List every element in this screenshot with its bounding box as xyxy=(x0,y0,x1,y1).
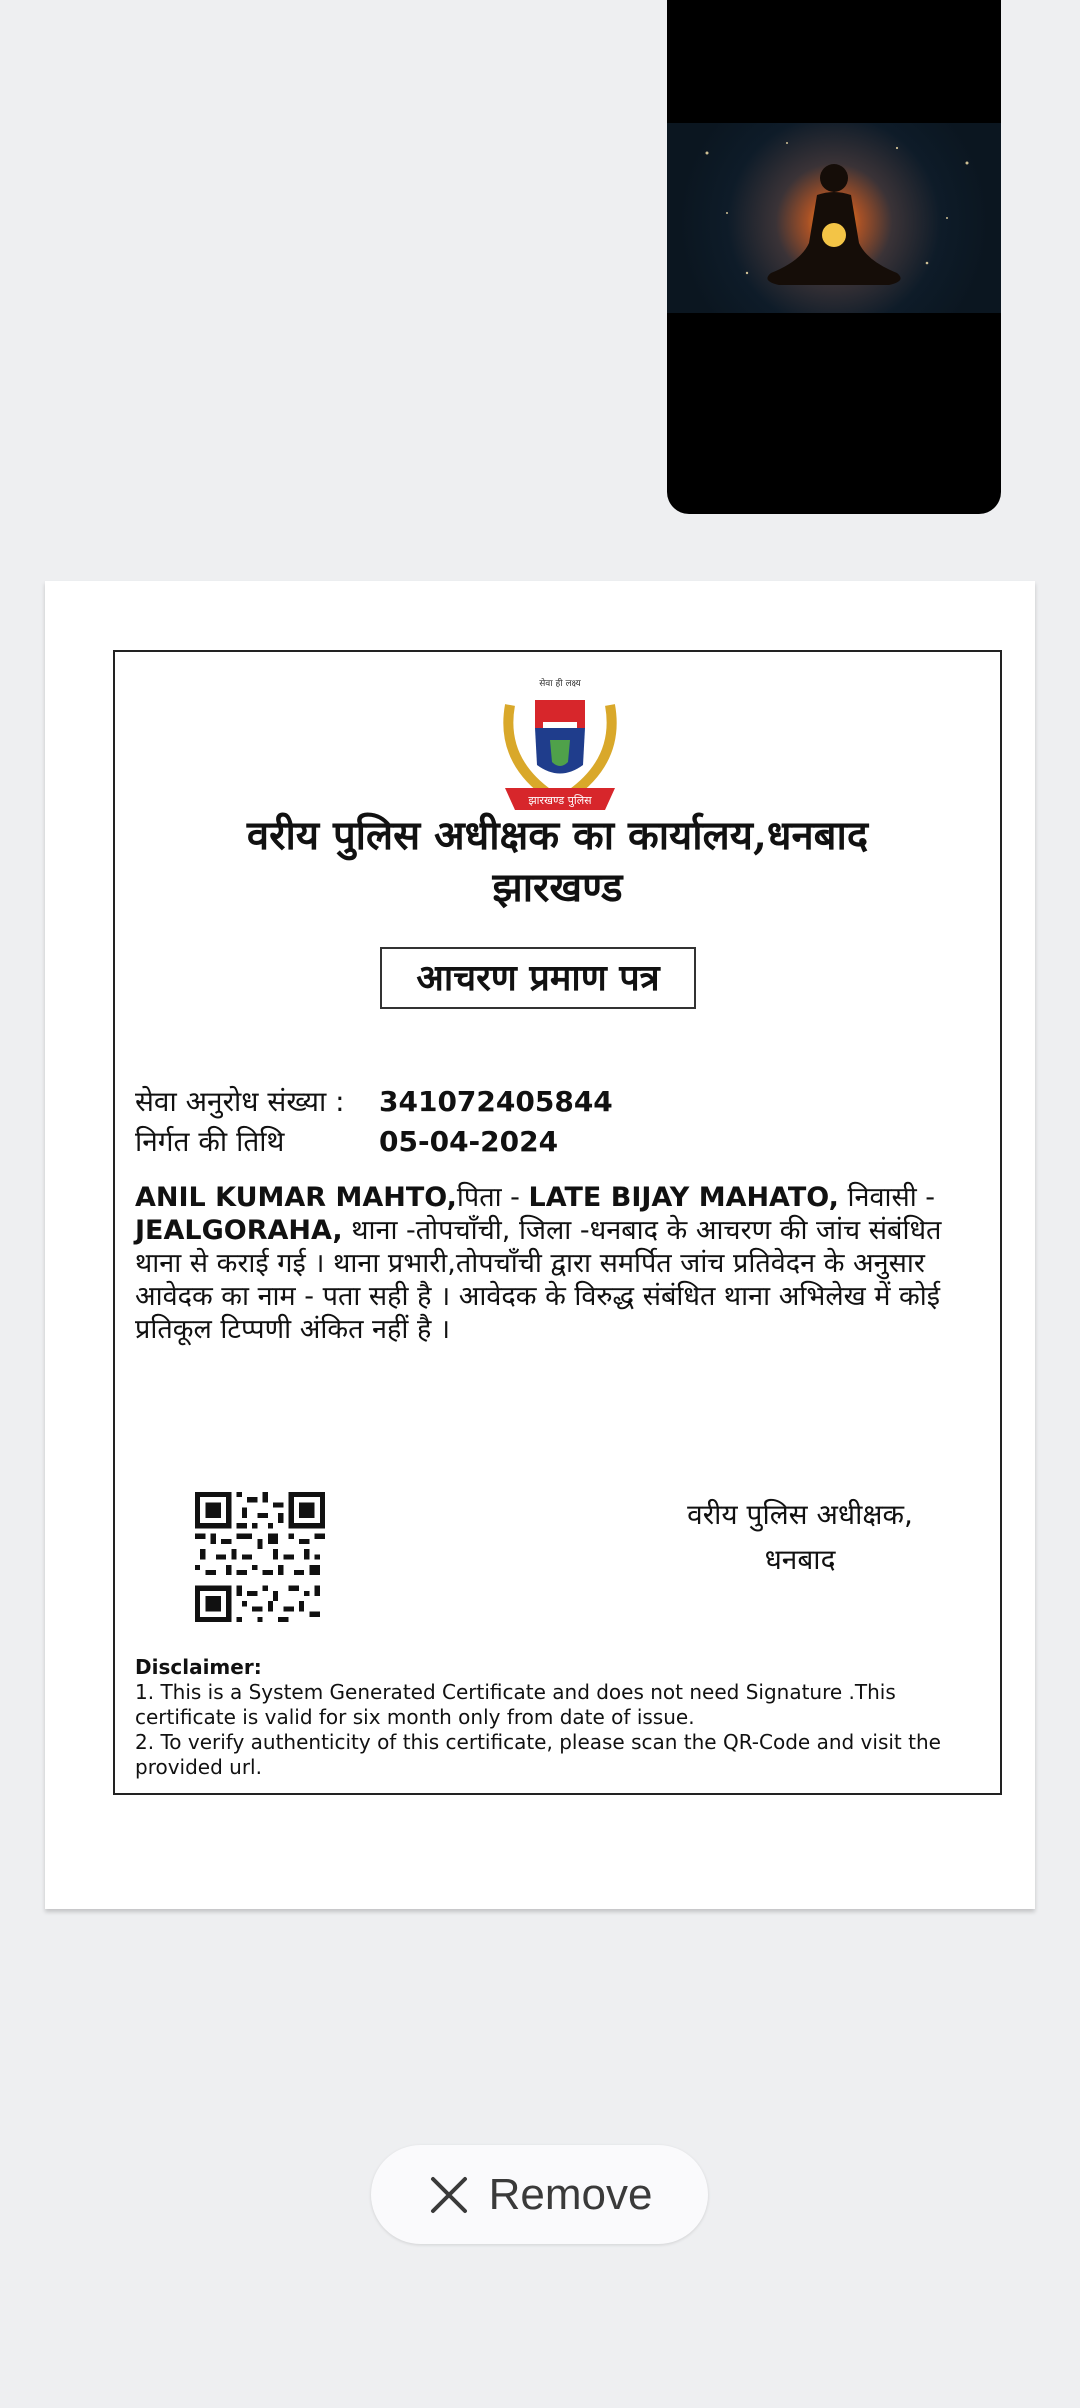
issue-date-label: निर्गत की तिथि xyxy=(135,1125,285,1158)
issue-date-row xyxy=(135,1122,558,1160)
service-request-row xyxy=(135,1082,613,1120)
service-request-number: 341072405844 xyxy=(379,1085,613,1118)
signatory-block xyxy=(635,1492,965,1582)
signatory-line-2: धनबाद xyxy=(764,1543,836,1576)
issue-date-value: 05-04-2024 xyxy=(379,1125,559,1158)
video-preview[interactable] xyxy=(667,0,1001,514)
disclaimer-item-1: 1. This is a System Generated Certificate and does not need Signature .This certificate is valid for six month only from date of issue. xyxy=(135,1680,896,1729)
body-statement: थाना -तोपचाँची, जिला -धनबाद के आचरण की जांच संबंधित थाना से कराई गई । थाना प्रभारी,तोपचाँची द्वारा समर्पित जांच प्रतिवेदन के अनुसार आवेदक का नाम - पता सही है । आवेदक के विरुद्ध संबंधित थाना अभिलेख में कोई प्रतिकूल टिप्पणी अंकित नहीं है । xyxy=(135,1215,942,1345)
close-icon xyxy=(427,2173,471,2217)
qr-code-icon[interactable] xyxy=(195,1492,325,1622)
applicant-name: ANIL KUMAR MAHTO, xyxy=(135,1182,457,1213)
father-name: LATE BIJAY MAHATO, xyxy=(528,1182,839,1213)
office-line-2: झारखण्ड xyxy=(492,864,623,911)
certificate-document xyxy=(45,581,1035,1909)
emblem-motto: सेवा ही लक्ष्य xyxy=(539,679,581,689)
meditation-video-thumbnail xyxy=(667,123,1001,313)
disclaimer-item-2: 2. To verify authenticity of this certificate, please scan the QR-Code and visit the provided url. xyxy=(135,1730,941,1779)
service-request-label: सेवा अनुरोध संख्या : xyxy=(135,1085,345,1118)
remove-button[interactable] xyxy=(371,2145,708,2244)
emblem-banner-text: झारखण्ड पुलिस xyxy=(528,794,592,807)
disclaimer-title: Disclaimer: xyxy=(135,1655,262,1679)
disclaimer xyxy=(135,1655,975,1780)
village-name: JEALGORAHA, xyxy=(135,1215,343,1246)
signatory-line-1: वरीय पुलिस अधीक्षक, xyxy=(687,1498,913,1531)
office-line-1: वरीय पुलिस अधीक्षक का कार्यालय,धनबाद xyxy=(246,812,869,859)
father-label: पिता - xyxy=(456,1182,529,1213)
office-title xyxy=(115,810,1000,914)
meditator-silhouette-icon xyxy=(667,123,1001,313)
certificate-border xyxy=(113,650,1002,1795)
jharkhand-police-emblem-icon xyxy=(455,670,665,826)
remove-button-label: Remove xyxy=(488,2169,653,2219)
resident-label: निवासी - xyxy=(838,1182,936,1213)
certificate-body xyxy=(135,1181,980,1346)
certificate-heading: आचरण प्रमाण पत्र xyxy=(380,947,696,1009)
